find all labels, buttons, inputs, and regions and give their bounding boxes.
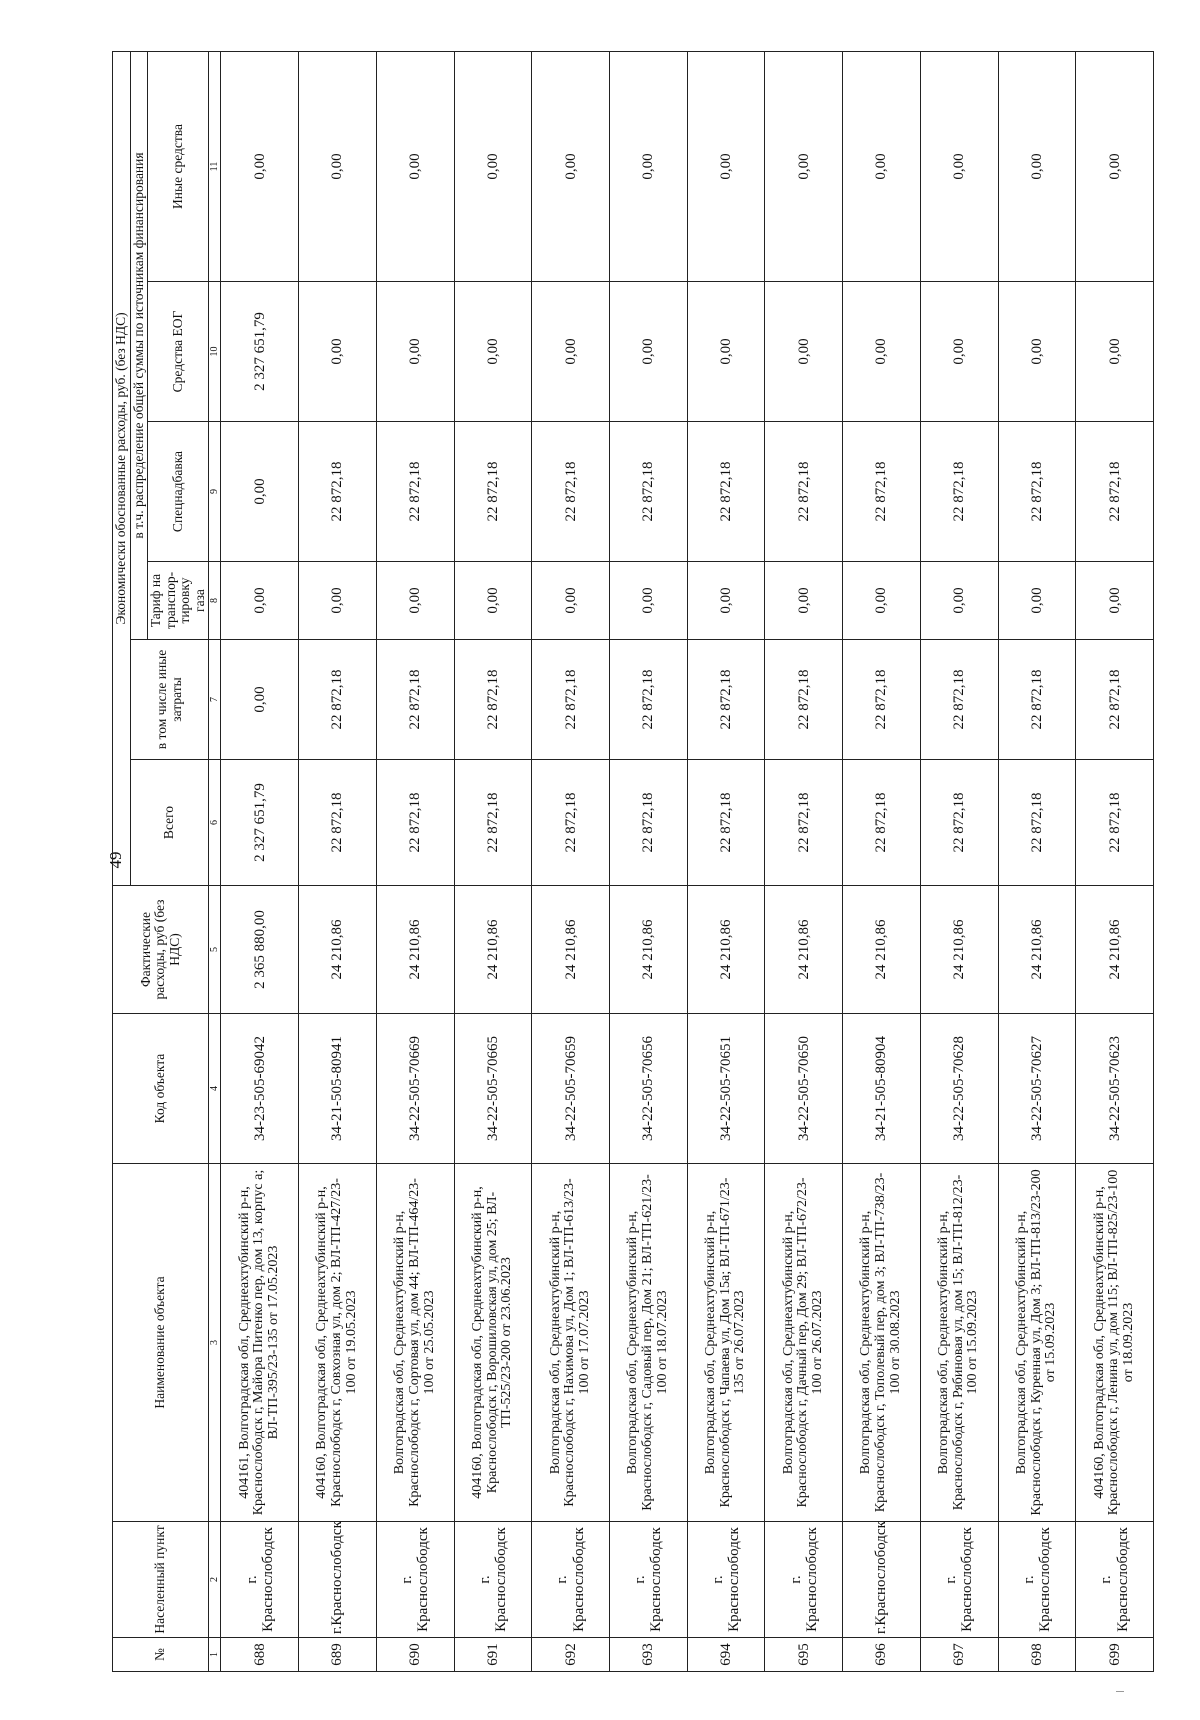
- row-number: 694: [687, 1638, 765, 1672]
- row-number: 696: [843, 1638, 921, 1672]
- row-object-name: Волгоградская обл, Среднеахтубинский р-н, Краснослободск г, Садовый пер, Дом 21; ВЛ-ТП-621/23-100 от 18.07.2023: [609, 1164, 687, 1522]
- row-total: 22 872,18: [609, 760, 687, 886]
- row-object-code: 34-22-505-70623: [1076, 1014, 1154, 1164]
- row-other-funds: 0,00: [920, 51, 998, 281]
- row-other-costs: 22 872,18: [454, 640, 532, 760]
- row-surcharge: 22 872,18: [454, 422, 532, 562]
- row-settlement: г. Краснослободск: [765, 1522, 843, 1638]
- table-row: [454, 51, 532, 1671]
- row-number: 691: [454, 1638, 532, 1672]
- row-number: 695: [765, 1638, 843, 1672]
- header-eog: Средства ЕОГ: [148, 282, 209, 422]
- row-other-costs: 22 872,18: [376, 640, 454, 760]
- row-tariff: 0,00: [920, 562, 998, 640]
- table-row: [1076, 51, 1154, 1671]
- row-surcharge: 22 872,18: [687, 422, 765, 562]
- column-index-cell: 6: [209, 760, 221, 886]
- row-object-name: Волгоградская обл, Среднеахтубинский р-н, Краснослободск г, Чапаева ул, Дом 15а; ВЛ-ТП-671/23-135 от 26.07.2023: [687, 1164, 765, 1522]
- column-index-cell: 5: [209, 886, 221, 1014]
- row-eog-funds: 2 327 651,79: [221, 282, 299, 422]
- row-actual-expenses: 24 210,86: [454, 886, 532, 1014]
- row-actual-expenses: 24 210,86: [609, 886, 687, 1014]
- row-other-funds: 0,00: [299, 51, 377, 281]
- row-surcharge: 22 872,18: [843, 422, 921, 562]
- header-num: №: [113, 1638, 209, 1672]
- row-surcharge: 22 872,18: [920, 422, 998, 562]
- row-settlement: г. Краснослободск: [532, 1522, 610, 1638]
- row-tariff: 0,00: [687, 562, 765, 640]
- row-eog-funds: 0,00: [609, 282, 687, 422]
- row-other-costs: 22 872,18: [1076, 640, 1154, 760]
- row-object-name: 404160, Волгоградская обл, Среднеахтубинский р-н, Краснослободск г, Ленина ул, дом 115; ВЛ-ТП-825/23-100 от 18.09.2023: [1076, 1164, 1154, 1522]
- row-settlement: г. Краснослободск: [998, 1522, 1076, 1638]
- header-total: Всего: [130, 760, 209, 886]
- row-object-name: Волгоградская обл, Среднеахтубинский р-н, Краснослободск г, Сортовая ул, дом 44; ВЛ-ТП-464/23-100 от 25.05.2023: [376, 1164, 454, 1522]
- column-index-cell: 4: [209, 1014, 221, 1164]
- column-index-cell: 9: [209, 422, 221, 562]
- row-tariff: 0,00: [221, 562, 299, 640]
- row-eog-funds: 0,00: [454, 282, 532, 422]
- row-settlement: г. Краснослободск: [1076, 1522, 1154, 1638]
- header-surcharge: Спецнадбавка: [148, 422, 209, 562]
- row-other-costs: 22 872,18: [843, 640, 921, 760]
- table-row: [376, 51, 454, 1671]
- row-number: 698: [998, 1638, 1076, 1672]
- row-tariff: 0,00: [843, 562, 921, 640]
- row-settlement: г.Краснослободск: [843, 1522, 921, 1638]
- header-settlement: Населенный пункт: [113, 1522, 209, 1638]
- row-object-code: 34-22-505-70628: [920, 1014, 998, 1164]
- row-other-costs: 22 872,18: [299, 640, 377, 760]
- row-surcharge: 22 872,18: [532, 422, 610, 562]
- row-other-funds: 0,00: [998, 51, 1076, 281]
- row-tariff: 0,00: [532, 562, 610, 640]
- row-surcharge: 22 872,18: [998, 422, 1076, 562]
- column-index-cell: 7: [209, 640, 221, 760]
- row-eog-funds: 0,00: [532, 282, 610, 422]
- scan-mark: [1116, 1691, 1124, 1692]
- row-object-code: 34-22-505-70627: [998, 1014, 1076, 1164]
- row-total: 22 872,18: [998, 760, 1076, 886]
- row-eog-funds: 0,00: [843, 282, 921, 422]
- table-row: [843, 51, 921, 1671]
- header-code: Код объекта: [113, 1014, 209, 1164]
- row-actual-expenses: 24 210,86: [376, 886, 454, 1014]
- row-surcharge: 22 872,18: [1076, 422, 1154, 562]
- table-row: [299, 51, 377, 1671]
- row-other-funds: 0,00: [376, 51, 454, 281]
- row-other-costs: 0,00: [221, 640, 299, 760]
- header-name: Наименование объекта: [113, 1164, 209, 1522]
- row-total: 22 872,18: [920, 760, 998, 886]
- row-settlement: г. Краснослободск: [609, 1522, 687, 1638]
- row-total: 2 327 651,79: [221, 760, 299, 886]
- row-surcharge: 22 872,18: [376, 422, 454, 562]
- row-actual-expenses: 24 210,86: [765, 886, 843, 1014]
- row-settlement: г. Краснослободск: [376, 1522, 454, 1638]
- row-eog-funds: 0,00: [687, 282, 765, 422]
- row-surcharge: 22 872,18: [299, 422, 377, 562]
- page-number: 49: [106, 851, 125, 869]
- row-settlement: г. Краснослободск: [920, 1522, 998, 1638]
- row-object-code: 34-21-505-80941: [299, 1014, 377, 1164]
- row-number: 692: [532, 1638, 610, 1672]
- row-object-name: Волгоградская обл, Среднеахтубинский р-н, Краснослободск г, Нахимова ул, Дом 1; ВЛ-ТП-613/23-100 от 17.07.2023: [532, 1164, 610, 1522]
- column-index-cell: 8: [209, 562, 221, 640]
- row-eog-funds: 0,00: [920, 282, 998, 422]
- column-index-cell: 10: [209, 282, 221, 422]
- row-object-name: Волгоградская обл, Среднеахтубинский р-н, Краснослободск г, Куренная ул, Дом 3; ВЛ-ТП-813/23-200 от 15.09.2023: [998, 1164, 1076, 1522]
- row-tariff: 0,00: [609, 562, 687, 640]
- row-object-name: 404160, Волгоградская обл, Среднеахтубинский р-н, Краснослободск г, Ворошиловская ул, дом 25; ВЛ-ТП-525/23-200 от 23.06.2023: [454, 1164, 532, 1522]
- row-other-funds: 0,00: [221, 51, 299, 281]
- table-row: [998, 51, 1076, 1671]
- row-settlement: г. Краснослободск: [221, 1522, 299, 1638]
- row-other-costs: 22 872,18: [920, 640, 998, 760]
- header-actual: Фактические расходы, руб (без НДС): [113, 886, 209, 1014]
- header-other-funds: Иные средства: [148, 51, 209, 281]
- row-number: 690: [376, 1638, 454, 1672]
- row-tariff: 0,00: [299, 562, 377, 640]
- row-object-code: 34-22-505-70669: [376, 1014, 454, 1164]
- column-index-row: [209, 51, 221, 1671]
- row-object-name: Волгоградская обл, Среднеахтубинский р-н, Краснослободск г, Тополевый пер, дом 3; ВЛ-ТП-738/23-100 от 30.08.2023: [843, 1164, 921, 1522]
- row-object-code: 34-23-505-69042: [221, 1014, 299, 1164]
- row-number: 699: [1076, 1638, 1154, 1672]
- header-distribution-group: в т.ч. распределение общей суммы по источникам финансирования: [130, 51, 148, 639]
- row-total: 22 872,18: [299, 760, 377, 886]
- row-tariff: 0,00: [998, 562, 1076, 640]
- header-other-costs: в том числе иные затраты: [130, 640, 209, 760]
- table-row: [920, 51, 998, 1671]
- row-settlement: г. Краснослободск: [687, 1522, 765, 1638]
- table-row: [765, 51, 843, 1671]
- row-other-costs: 22 872,18: [765, 640, 843, 760]
- row-settlement: г.Краснослободск: [299, 1522, 377, 1638]
- row-object-code: 34-21-505-80904: [843, 1014, 921, 1164]
- column-index-cell: 1: [209, 1638, 221, 1672]
- column-index-cell: 11: [209, 51, 221, 281]
- row-actual-expenses: 24 210,86: [299, 886, 377, 1014]
- row-object-name: 404161, Волгоградская обл, Среднеахтубинский р-н, Краснослободск г, Майора Питенко пер, дом 13, корпус а; ВЛ-ТП-395/23-135 от 17.05.2023: [221, 1164, 299, 1522]
- row-other-costs: 22 872,18: [998, 640, 1076, 760]
- row-actual-expenses: 24 210,86: [843, 886, 921, 1014]
- row-eog-funds: 0,00: [765, 282, 843, 422]
- row-total: 22 872,18: [765, 760, 843, 886]
- row-eog-funds: 0,00: [1076, 282, 1154, 422]
- row-actual-expenses: 24 210,86: [920, 886, 998, 1014]
- row-object-code: 34-22-505-70665: [454, 1014, 532, 1164]
- row-eog-funds: 0,00: [998, 282, 1076, 422]
- row-actual-expenses: 2 365 880,00: [221, 886, 299, 1014]
- row-object-code: 34-22-505-70650: [765, 1014, 843, 1164]
- row-number: 689: [299, 1638, 377, 1672]
- row-object-name: Волгоградская обл, Среднеахтубинский р-н, Краснослободск г, Рябиновая ул, дом 15; ВЛ-ТП-812/23-100 от 15.09.2023: [920, 1164, 998, 1522]
- table-row: [687, 51, 765, 1671]
- row-object-code: 34-22-505-70656: [609, 1014, 687, 1164]
- row-number: 697: [920, 1638, 998, 1672]
- row-other-costs: 22 872,18: [687, 640, 765, 760]
- rotated-table-container: [112, 52, 1154, 1672]
- column-index-cell: 2: [209, 1522, 221, 1638]
- row-total: 22 872,18: [843, 760, 921, 886]
- row-surcharge: 22 872,18: [609, 422, 687, 562]
- row-total: 22 872,18: [454, 760, 532, 886]
- row-object-code: 34-22-505-70651: [687, 1014, 765, 1164]
- row-tariff: 0,00: [765, 562, 843, 640]
- row-other-funds: 0,00: [687, 51, 765, 281]
- row-actual-expenses: 24 210,86: [532, 886, 610, 1014]
- row-other-funds: 0,00: [532, 51, 610, 281]
- row-other-funds: 0,00: [1076, 51, 1154, 281]
- table-rotation-frame: [112, 52, 1154, 1672]
- row-other-costs: 22 872,18: [532, 640, 610, 760]
- row-eog-funds: 0,00: [376, 282, 454, 422]
- expenses-table: [112, 51, 1154, 1672]
- row-other-costs: 22 872,18: [609, 640, 687, 760]
- header-tariff: Тариф на транспор-тировку газа: [148, 562, 209, 640]
- row-total: 22 872,18: [376, 760, 454, 886]
- table-body: [221, 51, 1154, 1671]
- row-surcharge: 22 872,18: [765, 422, 843, 562]
- table-row: [609, 51, 687, 1671]
- row-eog-funds: 0,00: [299, 282, 377, 422]
- table-row: [221, 51, 299, 1671]
- row-number: 693: [609, 1638, 687, 1672]
- row-settlement: г. Краснослободск: [454, 1522, 532, 1638]
- table-row: [532, 51, 610, 1671]
- row-tariff: 0,00: [454, 562, 532, 640]
- header-justified-group: Экономически обоснованные расходы, руб. (без НДС): [113, 51, 131, 885]
- row-tariff: 0,00: [1076, 562, 1154, 640]
- row-total: 22 872,18: [1076, 760, 1154, 886]
- row-object-name: 404160, Волгоградская обл, Среднеахтубинский р-н, Краснослободск г, Совхозная ул, дом 2; ВЛ-ТП-427/23-100 от 19.05.2023: [299, 1164, 377, 1522]
- row-other-funds: 0,00: [609, 51, 687, 281]
- row-total: 22 872,18: [532, 760, 610, 886]
- row-actual-expenses: 24 210,86: [998, 886, 1076, 1014]
- column-index-cell: 3: [209, 1164, 221, 1522]
- row-object-name: Волгоградская обл, Среднеахтубинский р-н, Краснослободск г, Дачный пер, Дом 29; ВЛ-ТП-672/23-100 от 26.07.2023: [765, 1164, 843, 1522]
- row-actual-expenses: 24 210,86: [1076, 886, 1154, 1014]
- row-actual-expenses: 24 210,86: [687, 886, 765, 1014]
- row-other-funds: 0,00: [765, 51, 843, 281]
- row-tariff: 0,00: [376, 562, 454, 640]
- row-number: 688: [221, 1638, 299, 1672]
- row-total: 22 872,18: [687, 760, 765, 886]
- row-object-code: 34-22-505-70659: [532, 1014, 610, 1164]
- row-other-funds: 0,00: [454, 51, 532, 281]
- row-other-funds: 0,00: [843, 51, 921, 281]
- row-surcharge: 0,00: [221, 422, 299, 562]
